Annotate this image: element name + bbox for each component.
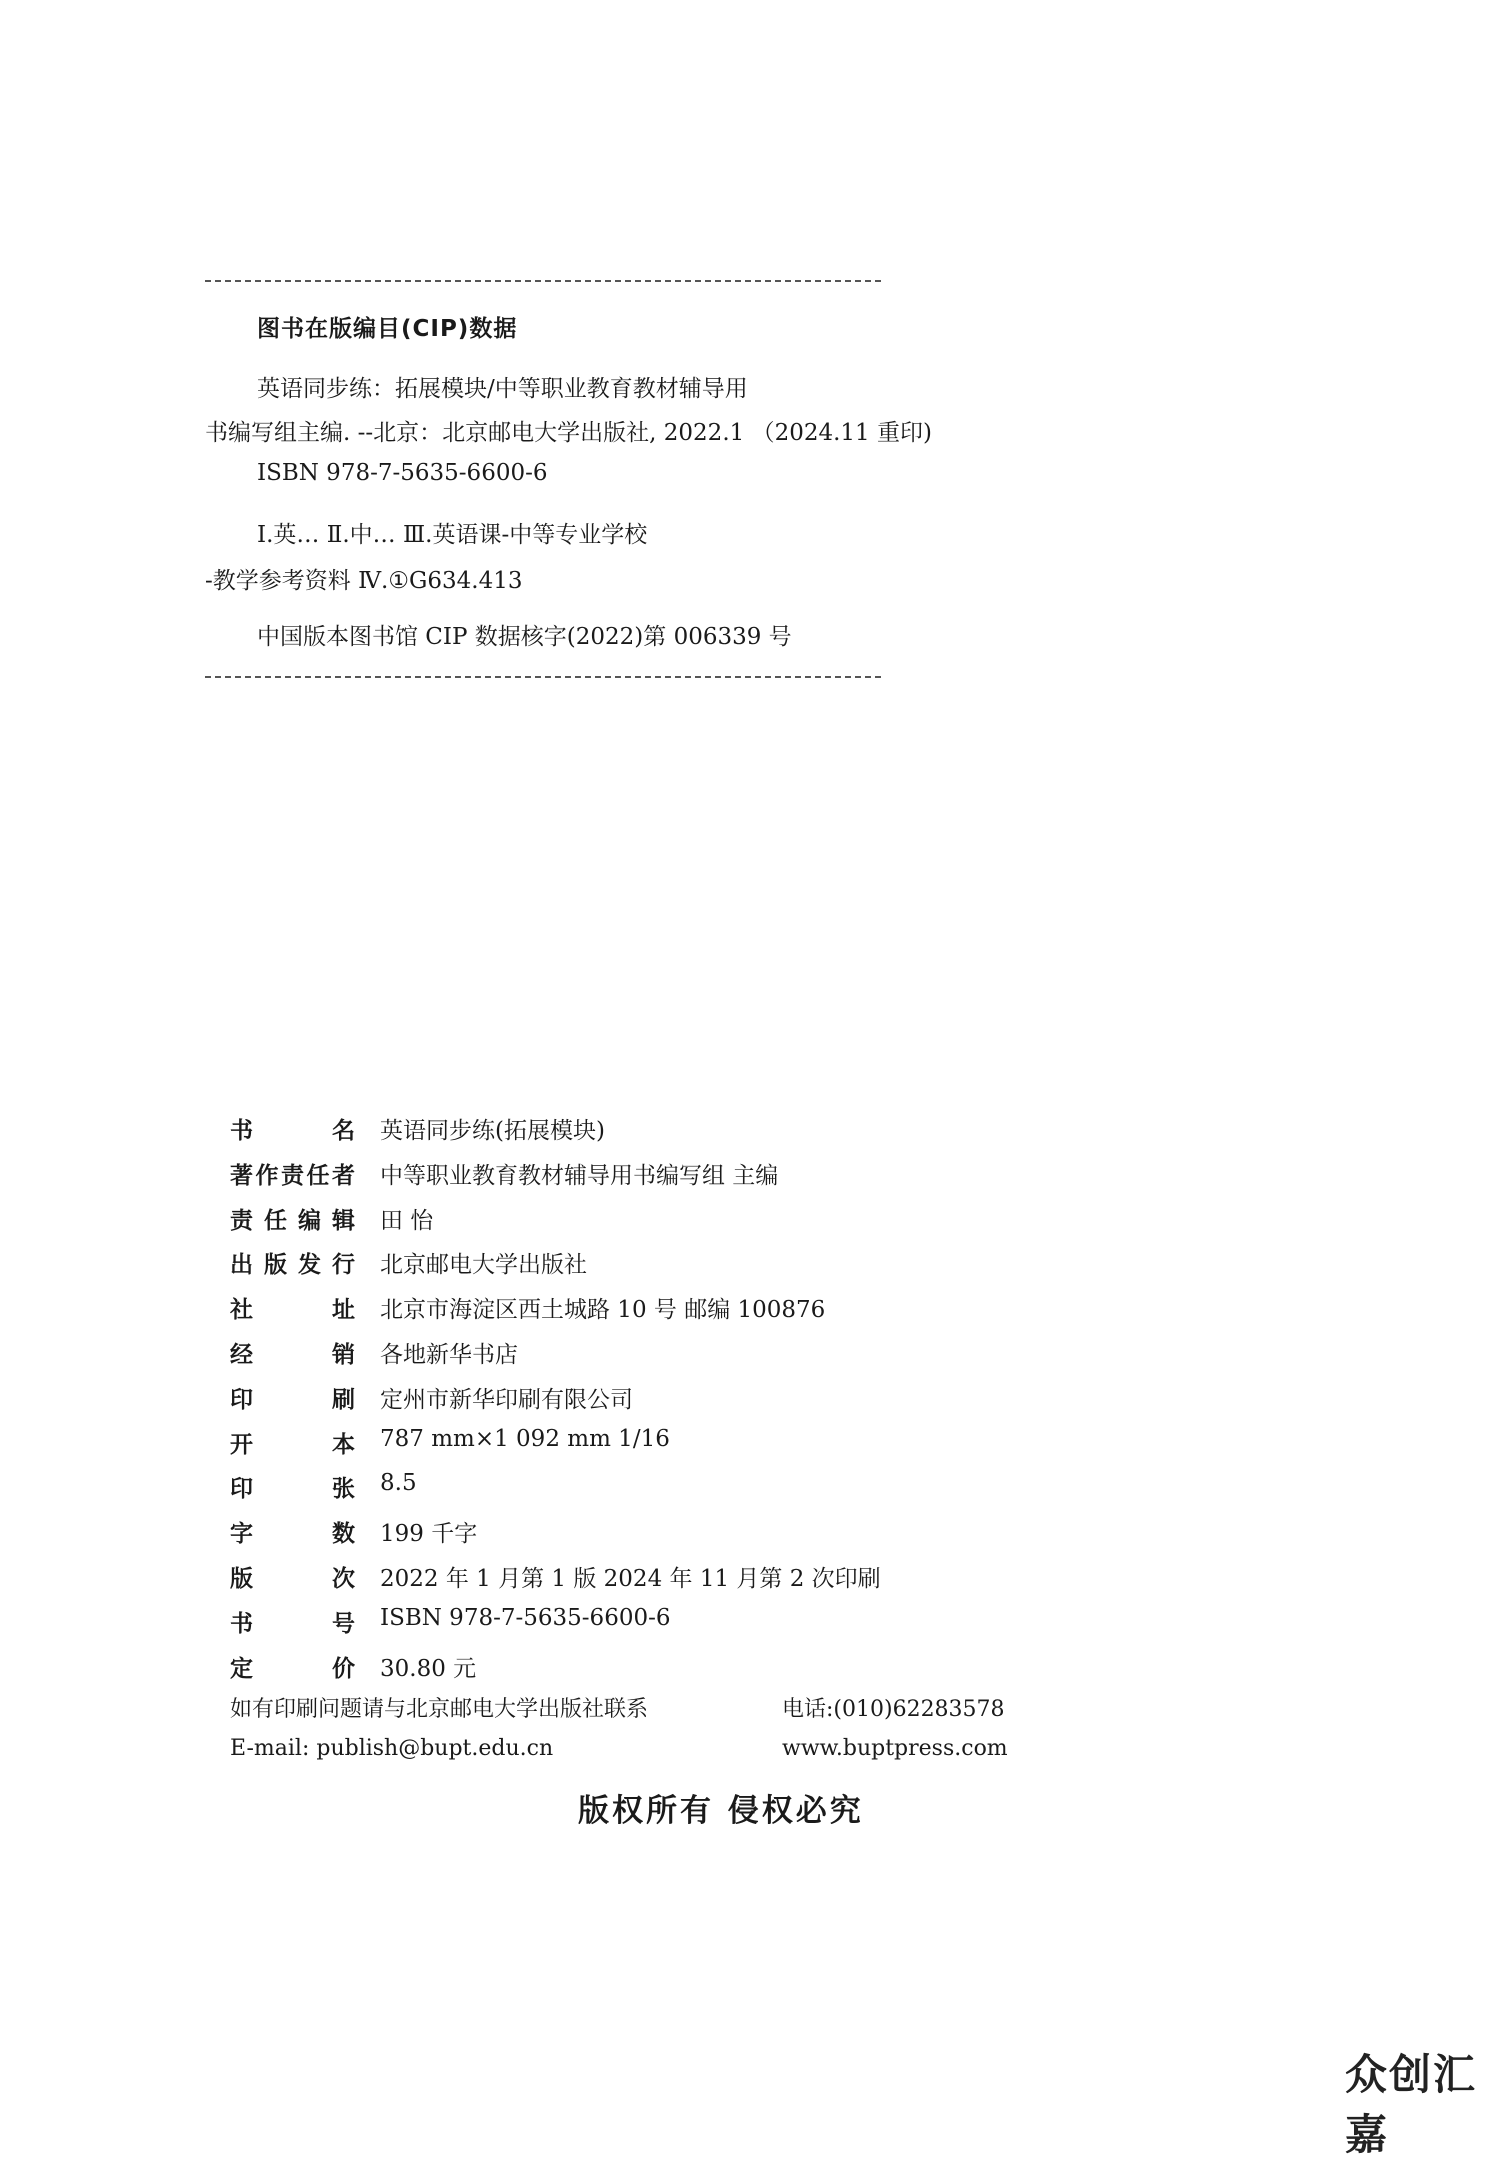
info-row bbox=[230, 1112, 1230, 1152]
info-label-char: 责 bbox=[281, 1163, 304, 1189]
info-row bbox=[230, 1605, 1230, 1645]
info-label-char: 社 bbox=[230, 1297, 253, 1323]
info-label bbox=[230, 1560, 355, 1593]
info-row bbox=[230, 1426, 1230, 1466]
info-label-char: 数 bbox=[332, 1521, 355, 1547]
info-value: 199 千字 bbox=[380, 1521, 478, 1547]
info-label-char: 著 bbox=[230, 1163, 253, 1189]
info-label-char: 作 bbox=[255, 1163, 279, 1189]
info-label-char: 任 bbox=[264, 1208, 287, 1234]
info-value: 英语同步练(拓展模块) bbox=[380, 1118, 605, 1144]
info-value: 各地新华书店 bbox=[380, 1342, 518, 1368]
info-label-char: 辑 bbox=[332, 1208, 355, 1234]
info-label-char: 本 bbox=[332, 1432, 355, 1458]
cip-line-1: 英语同步练：拓展模块/中等职业教育教材辅导用 bbox=[257, 376, 748, 402]
info-label-char: 任 bbox=[306, 1163, 330, 1189]
info-row bbox=[230, 1291, 1230, 1331]
info-value: 北京邮电大学出版社 bbox=[380, 1252, 587, 1278]
info-label-char: 版 bbox=[264, 1252, 287, 1278]
info-label bbox=[230, 1291, 355, 1324]
cip-bottom-divider bbox=[205, 676, 881, 678]
info-label-char: 发 bbox=[298, 1252, 321, 1278]
info-label-char: 张 bbox=[332, 1476, 355, 1502]
info-label-char: 编 bbox=[298, 1208, 321, 1234]
info-label-char: 责 bbox=[230, 1208, 253, 1234]
info-value: 中等职业教育教材辅导用书编写组 主编 bbox=[380, 1163, 779, 1189]
info-label bbox=[230, 1202, 355, 1235]
info-label-char: 开 bbox=[230, 1432, 253, 1458]
info-value: ISBN 978-7-5635-6600-6 bbox=[380, 1605, 671, 1631]
info-row bbox=[230, 1157, 1230, 1197]
info-label-char: 次 bbox=[332, 1566, 355, 1592]
info-label-char: 版 bbox=[230, 1566, 253, 1592]
info-value: 北京市海淀区西土城路 10 号 邮编 100876 bbox=[380, 1297, 826, 1323]
cip-classification-1: Ⅰ.英… Ⅱ.中… Ⅲ.英语课-中等专业学校 bbox=[257, 522, 648, 548]
info-label-char: 刷 bbox=[332, 1387, 355, 1413]
cip-top-divider bbox=[205, 280, 881, 282]
info-label-char: 定 bbox=[230, 1656, 253, 1682]
info-label-char: 书 bbox=[230, 1118, 253, 1144]
info-row bbox=[230, 1381, 1230, 1421]
info-value: 30.80 元 bbox=[380, 1656, 477, 1682]
info-row bbox=[230, 1650, 1230, 1690]
cip-line-2: 书编写组主编. --北京：北京邮电大学出版社, 2022.1 （2024.11 重印) bbox=[205, 420, 932, 446]
info-row bbox=[230, 1515, 1230, 1555]
info-label-char: 经 bbox=[230, 1342, 253, 1368]
info-label bbox=[230, 1157, 355, 1190]
info-label bbox=[230, 1515, 355, 1548]
cip-title: 图书在版编目(CIP)数据 bbox=[257, 316, 518, 342]
info-label-char: 字 bbox=[230, 1521, 253, 1547]
cip-classification-2: -教学参考资料 Ⅳ.①G634.413 bbox=[205, 568, 523, 594]
copyright-notice: 版权所有 侵权必究 bbox=[578, 1793, 864, 1829]
info-value: 2022 年 1 月第 1 版 2024 年 11 月第 2 次印刷 bbox=[380, 1566, 881, 1592]
info-row bbox=[230, 1560, 1230, 1600]
info-label-char: 印 bbox=[230, 1476, 253, 1502]
info-label bbox=[230, 1336, 355, 1369]
info-label bbox=[230, 1605, 355, 1638]
website: www.buptpress.com bbox=[782, 1736, 1008, 1761]
info-label bbox=[230, 1246, 355, 1279]
info-value: 787 mm×1 092 mm 1/16 bbox=[380, 1426, 670, 1452]
info-label-char: 价 bbox=[332, 1656, 355, 1682]
info-value: 田 怡 bbox=[380, 1208, 434, 1234]
info-label-char: 址 bbox=[332, 1297, 355, 1323]
info-label-char: 书 bbox=[230, 1611, 253, 1637]
info-label-char: 出 bbox=[230, 1252, 253, 1278]
info-label-char: 者 bbox=[332, 1163, 355, 1189]
cip-number: 中国版本图书馆 CIP 数据核字(2022)第 006339 号 bbox=[257, 624, 792, 650]
info-label-char: 销 bbox=[332, 1342, 355, 1368]
info-label-char: 名 bbox=[332, 1118, 355, 1144]
phone-number: 电话:(010)62283578 bbox=[782, 1697, 1005, 1722]
info-row bbox=[230, 1470, 1230, 1510]
cip-isbn: ISBN 978-7-5635-6600-6 bbox=[257, 460, 548, 486]
info-value: 定州市新华印刷有限公司 bbox=[380, 1387, 633, 1413]
info-row bbox=[230, 1202, 1230, 1242]
info-label bbox=[230, 1470, 355, 1503]
info-label bbox=[230, 1381, 355, 1414]
info-label-char: 印 bbox=[230, 1387, 253, 1413]
info-value: 8.5 bbox=[380, 1470, 417, 1496]
info-row bbox=[230, 1336, 1230, 1376]
email-address: E-mail: publish@bupt.edu.cn bbox=[230, 1736, 554, 1761]
info-label-char: 行 bbox=[332, 1252, 355, 1278]
info-row bbox=[230, 1246, 1230, 1286]
print-issue-note: 如有印刷问题请与北京邮电大学出版社联系 bbox=[230, 1697, 649, 1722]
info-label-char: 号 bbox=[332, 1611, 355, 1637]
info-label bbox=[230, 1426, 355, 1459]
info-label bbox=[230, 1112, 355, 1145]
info-label bbox=[230, 1650, 355, 1683]
watermark-logo: 众创汇嘉 bbox=[1345, 2050, 1478, 2159]
